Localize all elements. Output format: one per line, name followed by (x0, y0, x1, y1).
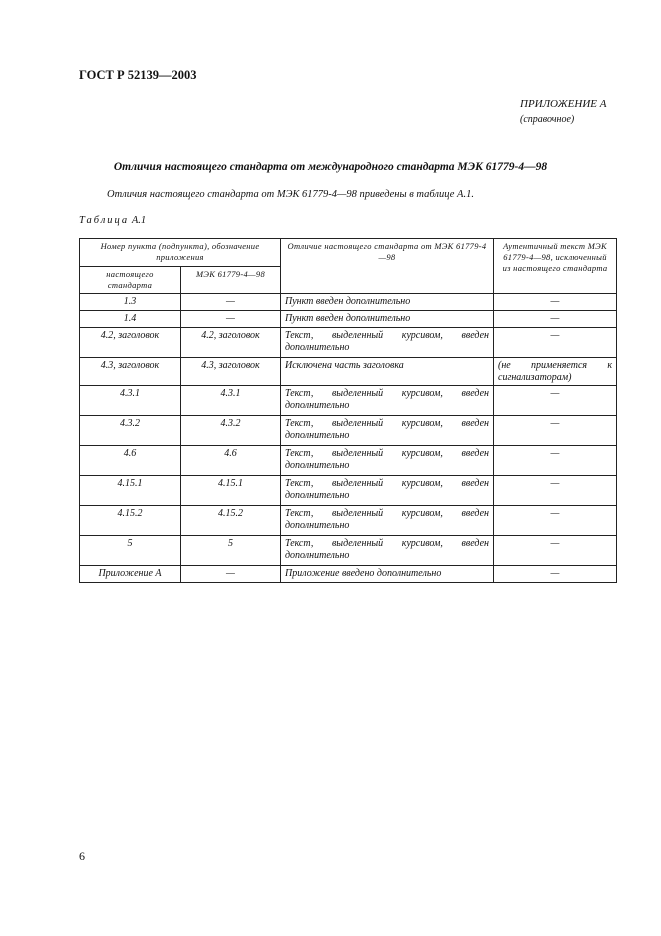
cell-iec-clause: 4.3.1 (181, 386, 281, 416)
cell-this-standard-clause: 4.6 (80, 446, 181, 476)
header-difference: Отличие настоящего стандарта от МЭК 61779-4—98 (281, 239, 494, 294)
cell-authentic-text: — (494, 416, 617, 446)
cell-iec-clause: 4.6 (181, 446, 281, 476)
table-row (80, 294, 617, 311)
cell-difference: Приложение введено дополнительно (281, 566, 494, 583)
cell-authentic-text: — (494, 311, 617, 328)
cell-difference: Пункт введен дополнительно (281, 311, 494, 328)
table-caption-word: Таблица (79, 215, 130, 226)
cell-difference: Текст, выделенный курсивом, введен дополнительно (281, 506, 494, 536)
table-row (80, 386, 617, 416)
cell-this-standard-clause: 4.3.1 (80, 386, 181, 416)
section-title: Отличия настоящего стандарта от международного стандарта МЭК 61779-4—98 (113, 161, 548, 173)
header-this-standard: настоящего стандарта (80, 267, 181, 294)
annex-type: (справочное) (520, 114, 575, 125)
differences-table (79, 238, 617, 583)
intro-paragraph: Отличия настоящего стандарта от МЭК 61779-4—98 приведены в таблице А.1. (107, 189, 474, 200)
cell-difference: Текст, выделенный курсивом, введен дополнительно (281, 328, 494, 358)
table-row (80, 566, 617, 583)
cell-iec-clause: 4.3.2 (181, 416, 281, 446)
cell-iec-clause: — (181, 294, 281, 311)
cell-difference: Текст, выделенный курсивом, введен дополнительно (281, 446, 494, 476)
cell-this-standard-clause: 4.15.2 (80, 506, 181, 536)
cell-iec-clause: 4.2, заголовок (181, 328, 281, 358)
header-authentic-text: Аутентичный текст МЭК 61779-4—98, исключенный из настоящего стандарта (494, 239, 617, 294)
page-number: 6 (79, 849, 85, 863)
table-caption-number: А.1 (131, 215, 147, 226)
cell-authentic-text: — (494, 566, 617, 583)
cell-iec-clause: 4.15.2 (181, 506, 281, 536)
cell-difference: Текст, выделенный курсивом, введен дополнительно (281, 476, 494, 506)
table-row (80, 416, 617, 446)
annex-label (520, 97, 606, 127)
cell-authentic-text: — (494, 506, 617, 536)
cell-authentic-text: — (494, 446, 617, 476)
cell-authentic-text: (не применяется к сигнализаторам) (494, 358, 617, 386)
cell-authentic-text: — (494, 536, 617, 566)
cell-difference: Пункт введен дополнительно (281, 294, 494, 311)
table-row (80, 358, 617, 386)
cell-this-standard-clause: 5 (80, 536, 181, 566)
table-row (80, 446, 617, 476)
cell-this-standard-clause: Приложение А (80, 566, 181, 583)
table-header-row (80, 239, 617, 267)
table-row (80, 476, 617, 506)
cell-difference: Текст, выделенный курсивом, введен дополнительно (281, 536, 494, 566)
cell-this-standard-clause: 1.3 (80, 294, 181, 311)
cell-this-standard-clause: 4.2, заголовок (80, 328, 181, 358)
annex-title: ПРИЛОЖЕНИЕ А (520, 98, 607, 110)
table-caption (79, 215, 146, 226)
cell-this-standard-clause: 4.3, заголовок (80, 358, 181, 386)
table-row (80, 506, 617, 536)
header-iec-standard: МЭК 61779-4—98 (181, 267, 281, 294)
cell-authentic-text: — (494, 386, 617, 416)
cell-iec-clause: 4.15.1 (181, 476, 281, 506)
cell-difference: Текст, выделенный курсивом, введен дополнительно (281, 416, 494, 446)
cell-this-standard-clause: 4.15.1 (80, 476, 181, 506)
table-row (80, 328, 617, 358)
header-clause-numbers: Номер пункта (подпункта), обозначение приложения (80, 239, 281, 267)
table-row (80, 311, 617, 328)
cell-authentic-text: — (494, 328, 617, 358)
cell-difference: Исключена часть заголовка (281, 358, 494, 386)
cell-iec-clause: — (181, 566, 281, 583)
cell-this-standard-clause: 1.4 (80, 311, 181, 328)
cell-authentic-text: — (494, 476, 617, 506)
cell-iec-clause: 5 (181, 536, 281, 566)
cell-iec-clause: — (181, 311, 281, 328)
cell-iec-clause: 4.3, заголовок (181, 358, 281, 386)
cell-authentic-text: — (494, 294, 617, 311)
document-code: ГОСТ Р 52139—2003 (79, 68, 197, 82)
table-row (80, 536, 617, 566)
cell-difference: Текст, выделенный курсивом, введен дополнительно (281, 386, 494, 416)
cell-this-standard-clause: 4.3.2 (80, 416, 181, 446)
